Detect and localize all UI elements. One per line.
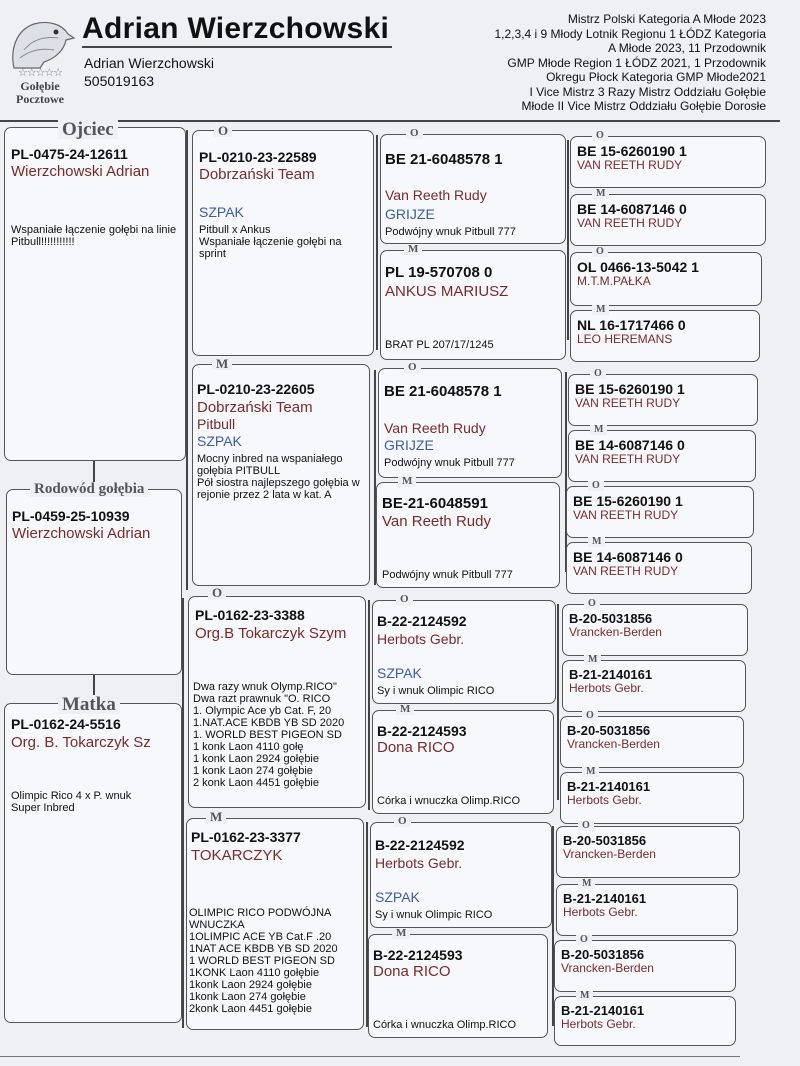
gen3-ring: BE 21-6048578 1 [385, 151, 503, 168]
gen2-card-fm[interactable] [192, 364, 370, 586]
gen4-card[interactable] [562, 604, 748, 656]
gen4-label-m: M [592, 189, 609, 199]
gen2-notes: Mocny inbred na wspaniałego gołębia PITBULL Pół siostra najlepszego gołębia w rejonie przez 2 lata w kat. A [197, 453, 360, 501]
gen3-notes: Podwójny wnuk Pitbull 777 [384, 457, 515, 469]
father-notes: Wspaniałe łączenie gołębi na linie Pitbull!!!!!!!!!!! [11, 224, 177, 248]
subject-ring: PL-0459-25-10939 [12, 508, 130, 524]
father-card[interactable] [4, 127, 186, 461]
gen2-color: SZPAK [199, 204, 244, 220]
gen3-notes: Sy i wnuk Olimpic RICO [377, 685, 495, 697]
gen4-owner: LEO HEREMANS [577, 332, 673, 346]
title-underline [82, 46, 392, 48]
bracket-gen3-a [376, 135, 378, 350]
page-title: Adrian Wierzchowski [82, 12, 390, 45]
father-owner: Wierzchowski Adrian [11, 163, 150, 180]
gen4-ring: BE 14-6087146 0 [573, 549, 683, 565]
gen4-ring: B-21-2140161 [561, 1003, 645, 1018]
gen4-label-m: M [578, 879, 595, 889]
gen3-label-o: O [406, 128, 423, 139]
gen4-label-m: M [590, 425, 607, 435]
bracket-gen4 [557, 604, 559, 800]
gen3-notes: Sy i wnuk Olimpic RICO [375, 909, 493, 921]
gen3-owner: Dona RICO [373, 963, 451, 980]
gen4-label-o: O [592, 247, 608, 257]
gen3-label-m: M [398, 476, 416, 487]
gen2-ring: PL-0210-23-22605 [197, 381, 315, 397]
gen2-label-o: O [208, 586, 226, 599]
gen4-card[interactable] [570, 310, 760, 362]
gen4-label-o: O [588, 481, 604, 491]
gen4-ring: BE 15-6260190 1 [577, 143, 687, 159]
gen4-card[interactable] [566, 486, 754, 538]
gen4-owner: VAN REETH RUDY [577, 216, 683, 230]
gen3-label-o: O [404, 362, 421, 373]
gen4-card[interactable] [556, 826, 740, 878]
gen3-owner: Van Reeth Rudy [382, 513, 491, 530]
gen4-owner: VAN REETH RUDY [575, 452, 681, 466]
gen2-notes: Dwa razy wnuk Olymp.RICO" Dwa razt prawnuk "O. RICO 1. Olympic Ace yb Cat. F, 20 1.NAT.ACE KBDB YB SD 2020 1. WORLD BEST PIGEON SD 1 konk Laon 4110 gołę 1 konk Laon 2924 gołębie 1 konk Laon 274 gołębie 2 konk Laon 4451 gołębie [193, 681, 345, 789]
gen4-label-o: O [590, 369, 606, 379]
gen3-card[interactable] [372, 600, 556, 704]
gen4-owner: VAN REETH RUDY [573, 564, 679, 578]
gen4-ring: B-20-5031856 [563, 833, 647, 848]
achievement-line: GMP Młode Region 1 ŁÓDZ 2021, 1 Przodownik [507, 55, 766, 70]
gen3-card[interactable] [376, 482, 560, 588]
mother-notes: Olimpic Rico 4 x P. wnuk Super Inbred [11, 790, 132, 814]
gen4-label-m: M [584, 655, 601, 665]
gen4-owner: Vrancken-Berden [567, 737, 660, 751]
gen4-label-m: M [592, 305, 609, 315]
gen3-owner: ANKUS MARIUSZ [385, 283, 509, 300]
stars-icon: ☆☆☆☆☆ [17, 67, 63, 79]
gen3-ring: BE 21-6048578 1 [384, 383, 502, 400]
gen3-card[interactable] [370, 822, 552, 928]
gen3-owner: Van Reeth Rudy [385, 187, 487, 203]
footer-divider [0, 1056, 740, 1057]
gen3-color: SZPAK [377, 665, 422, 681]
mother-ring: PL-0162-24-5516 [11, 716, 121, 732]
gen4-card[interactable] [566, 542, 752, 594]
breeder-phone: 505019163 [84, 73, 155, 89]
gen4-owner: VAN REETH RUDY [573, 508, 679, 522]
gen4-label-m: M [576, 991, 593, 1001]
gen4-owner: VAN REETH RUDY [577, 158, 683, 172]
gen4-ring: B-20-5031856 [567, 723, 651, 738]
logo-text-1: Gołębie [20, 79, 60, 93]
gen2-extra: Pitbull [197, 416, 236, 432]
gen3-card[interactable] [368, 934, 548, 1038]
gen2-ring: PL-0210-23-22589 [199, 149, 317, 165]
gen4-ring: B-21-2140161 [567, 779, 651, 794]
logo [4, 10, 76, 106]
father-label: Ojciec [58, 120, 118, 139]
achievement-line: Okregu Płock Kategoria GMP Młode2021 [546, 70, 766, 84]
gen3-notes: Córka i wnuczka Olimp.RICO [373, 1019, 517, 1031]
gen3-card[interactable] [380, 134, 566, 244]
subject-owner: Wierzchowski Adrian [12, 525, 151, 542]
gen3-label-o: O [396, 594, 413, 605]
gen2-ring: PL-0162-23-3377 [191, 829, 301, 845]
gen2-owner: Dobrzański Team [197, 399, 313, 416]
bracket-mother [182, 598, 184, 1028]
bracket-father [186, 130, 188, 590]
gen4-ring: NL 16-1717466 0 [577, 317, 686, 333]
gen2-card-mm[interactable] [186, 818, 364, 1030]
gen3-notes: Córka i wnuczka Olimp.RICO [377, 795, 521, 807]
gen4-ring: BE 14-6087146 0 [575, 437, 685, 453]
gen3-card[interactable] [378, 368, 562, 478]
gen4-ring: B-21-2140161 [563, 891, 647, 906]
gen3-label-m: M [392, 928, 410, 939]
gen2-color: SZPAK [197, 433, 242, 449]
gen4-card[interactable] [570, 194, 766, 246]
achievement-line: I Vice Mistrz 3 Razy Mistrz Oddziału Gołębie [529, 84, 766, 99]
gen3-color: GRIJZE [384, 437, 434, 453]
gen3-owner: Van Reeth Rudy [384, 420, 486, 436]
gen4-label-o: O [592, 131, 608, 141]
gen4-card[interactable] [568, 430, 756, 482]
gen3-notes: Podwójny wnuk Pitbull 777 [382, 569, 513, 581]
logo-text-2: Pocztowe [16, 92, 64, 106]
bracket-gen4 [567, 140, 569, 340]
gen4-card[interactable] [560, 772, 744, 824]
achievement-line: A Młode 2023, 11 Przodownik [608, 41, 766, 55]
achievement-line: Mistrz Polski Kategoria A Młode 2023 [567, 12, 766, 26]
achievement-line: 1,2,3,4 i 9 Młody Lotnik Regionu 1 ŁÓDZ Kategoria [494, 26, 766, 41]
mother-label: Matka [58, 695, 120, 714]
gen4-owner: M.T.M.PAŁKA [577, 274, 651, 288]
gen4-card[interactable] [570, 136, 766, 188]
gen2-notes: Pitbull x Ankus Wspaniałe łączenie gołębi na sprint [199, 224, 342, 260]
gen3-ring: B-22-2124592 [375, 837, 465, 853]
gen3-owner: Dona RICO [377, 739, 455, 756]
gen2-notes: OLIMPIC RICO PODWÓJNA WNUCZKA 1OLIMPIC ACE YB Cat.F .20 1NAT ACE KBDB YB SD 2020 1 WORLD BEST PIGEON SD 1KONK Laon 4110 gołębie 1konk Laon 2924 gołębie 1konk Laon 274 gołębie 2konk Laon 4451 gołębie [189, 907, 338, 1015]
gen4-label-o: O [576, 935, 592, 945]
gen4-owner: Vrancken-Berden [563, 847, 656, 861]
gen4-owner: VAN REETH RUDY [575, 396, 681, 410]
bracket-gen4 [552, 826, 554, 1026]
gen3-ring: PL 19-570708 0 [385, 264, 493, 281]
pigeon-head-icon [4, 10, 76, 72]
gen3-card[interactable] [380, 250, 566, 360]
gen4-ring: OL 0466-13-5042 1 [577, 259, 699, 275]
gen4-ring: B-20-5031856 [561, 947, 645, 962]
father-ring: PL-0475-24-12611 [11, 146, 128, 162]
gen3-label-m: M [396, 704, 414, 715]
gen4-ring: BE 15-6260190 1 [575, 381, 685, 397]
gen2-card-ff[interactable] [192, 130, 374, 356]
gen4-owner: Vrancken-Berden [561, 961, 654, 975]
gen4-card[interactable] [554, 940, 736, 992]
gen4-owner: Herbots Gebr. [567, 793, 642, 807]
gen3-card[interactable] [372, 710, 554, 814]
bracket-gen3-c [368, 600, 370, 810]
gen2-owner: Dobrzański Team [199, 166, 315, 183]
gen2-label-m: M [212, 357, 232, 370]
gen2-label-o: O [214, 124, 232, 137]
gen4-ring: B-20-5031856 [569, 611, 653, 626]
gen4-label-o: O [584, 599, 600, 609]
gen3-label-m: M [404, 244, 422, 255]
gen4-label-o: O [578, 821, 594, 831]
gen3-ring: B-22-2124593 [377, 723, 467, 739]
gen4-card[interactable] [568, 374, 758, 426]
gen3-owner: Herbots Gebr. [375, 855, 463, 871]
bracket-gen4 [565, 372, 567, 572]
gen4-label-o: O [582, 711, 598, 721]
gen4-card[interactable] [562, 660, 746, 712]
gen4-ring: B-21-2140161 [569, 667, 653, 682]
gen4-owner: Herbots Gebr. [563, 905, 638, 919]
gen4-card[interactable] [570, 252, 762, 306]
subject-label: Rodowód gołębia [30, 482, 148, 497]
gen2-ring: PL-0162-23-3388 [195, 607, 305, 623]
gen3-ring: BE-21-6048591 [382, 495, 488, 512]
gen4-owner: Herbots Gebr. [561, 1017, 636, 1031]
gen3-ring: B-22-2124592 [377, 613, 467, 629]
achievement-line: Młode II Vice Mistrz Oddziału Gołębie Dorosłe [521, 99, 766, 113]
gen2-owner: TOKARCZYK [191, 847, 283, 864]
breeder-name: Adrian Wierzchowski [84, 55, 214, 71]
gen4-card[interactable] [556, 884, 738, 936]
gen4-owner: Herbots Gebr. [569, 681, 644, 695]
gen2-card-mf[interactable] [188, 596, 366, 808]
gen4-ring: BE 15-6260190 1 [573, 493, 683, 509]
gen4-label-m: M [588, 537, 605, 547]
gen4-owner: Vrancken-Berden [569, 625, 662, 639]
gen3-color: GRIJZE [385, 206, 435, 222]
gen3-notes: Podwójny wnuk Pitbull 777 [385, 226, 516, 238]
mother-card[interactable] [4, 703, 182, 1023]
gen2-owner: Org.B Tokarczyk Szym [195, 625, 347, 642]
mother-owner: Org. B. Tokarczyk Sz [11, 734, 151, 751]
gen4-label-m: M [582, 767, 599, 777]
gen4-card[interactable] [560, 716, 744, 768]
gen4-ring: BE 14-6087146 0 [577, 201, 687, 217]
subject-card[interactable] [6, 489, 182, 675]
gen2-label-m: M [206, 810, 226, 823]
achievements-list [495, 12, 767, 114]
gen3-owner: Herbots Gebr. [377, 631, 465, 647]
gen4-card[interactable] [554, 996, 736, 1046]
gen3-notes: BRAT PL 207/17/1245 [385, 339, 494, 351]
gen3-ring: B-22-2124593 [373, 947, 463, 963]
gen3-color: SZPAK [375, 889, 420, 905]
gen3-label-o: O [394, 816, 411, 827]
